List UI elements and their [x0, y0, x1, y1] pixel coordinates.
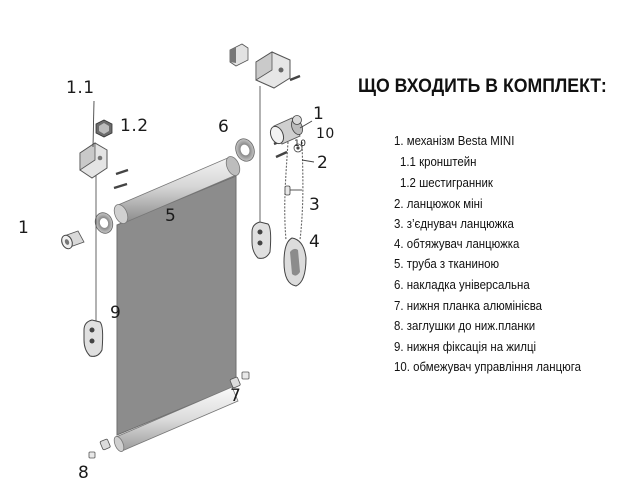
part-item: 8. заглушки до ниж.планки — [394, 318, 536, 333]
left-bottom-fixation — [84, 175, 103, 356]
label-bracket-1-1: 1.1 — [66, 78, 95, 98]
label-end-caps-8: 8 — [78, 463, 90, 483]
chain-weight — [284, 238, 306, 286]
part-item: 3. з’єднувач ланцюжка — [394, 216, 514, 231]
label-cover-6: 6 — [218, 117, 230, 137]
part-item: 7. нижня планка алюмінієва — [394, 298, 543, 313]
left-end-plug — [60, 231, 84, 250]
chain-connector — [285, 186, 290, 195]
part-item: 1. механізм Besta MINI — [394, 133, 515, 148]
label-hex-1-2: 1.2 — [120, 116, 149, 136]
right-fixation — [252, 86, 271, 258]
part-item: 9. нижня фіксація на жилці — [394, 339, 537, 354]
label-fixation-9: 9 — [110, 303, 122, 323]
part-item: 4. обтяжувач ланцюжка — [394, 236, 520, 251]
part-item: 10. обмежувач управління ланцюга — [394, 359, 581, 374]
label-chain-2: 2 — [317, 153, 329, 173]
part-item: 5. труба з тканиною — [394, 256, 500, 271]
label-weight-4: 4 — [309, 232, 321, 252]
part-item: 2. ланцюжок міні — [394, 196, 483, 211]
part-item: 1.1 кронштейн — [400, 154, 477, 169]
label-bottom-bar-7: 7 — [230, 386, 242, 406]
left-bracket — [80, 143, 107, 178]
label-end-plug-1: 1 — [18, 218, 30, 238]
hex-part — [96, 120, 112, 137]
label-mechanism-1: 1 — [313, 104, 325, 124]
right-bracket — [256, 52, 290, 88]
label-connector-3: 3 — [309, 195, 321, 215]
part-item: 1.2 шестигранник — [400, 175, 493, 190]
label-stopper-10: 10 — [316, 126, 335, 142]
label-stopper-10-small: 10 — [294, 139, 307, 149]
part-item: 6. накладка універсальна — [394, 277, 530, 292]
kit-title: ЩО ВХОДИТЬ В КОМПЛЕКТ: — [358, 76, 607, 97]
right-top-mount — [230, 44, 248, 66]
label-tube-5: 5 — [165, 206, 177, 226]
